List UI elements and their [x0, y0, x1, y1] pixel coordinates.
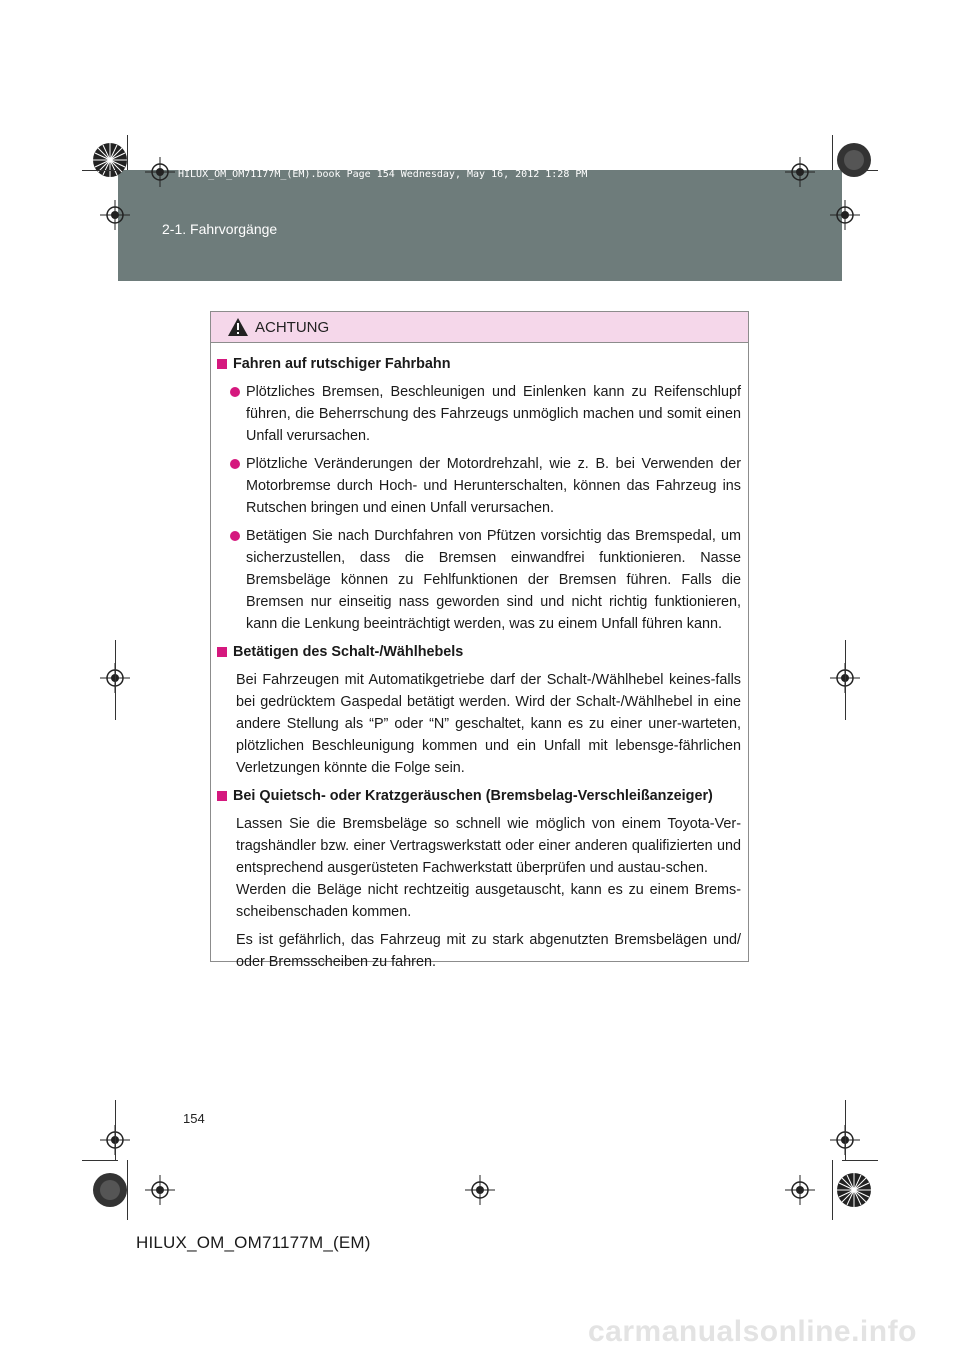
- crop-line: [115, 1100, 116, 1160]
- registration-mark-icon: [834, 140, 874, 180]
- square-bullet-icon: [217, 647, 227, 657]
- crop-line: [127, 1160, 128, 1220]
- page-number: 154: [183, 1111, 205, 1126]
- crosshair-icon: [830, 200, 860, 230]
- crop-line: [115, 640, 116, 720]
- crop-line: [127, 135, 128, 170]
- warning-header: [211, 312, 748, 343]
- warning-triangle-icon: [227, 317, 249, 342]
- crop-line: [832, 135, 833, 170]
- crop-line: [845, 1100, 846, 1160]
- bullet-item: Betätigen Sie nach Durchfahren von Pfützen vorsichtig das Bremspedal, um sicherzustellen, dass die Bremsen einwandfrei funktionieren. Nasse Bremsbeläge können zu Fehlfunktionen der Bremsen führen. Falls die Bremsen nur einseitig nass geworden sind und nicht richtig funktionieren, kann die Lenkung beeinträchtigt werden, was zu einem Unfall führen kann.: [230, 525, 741, 635]
- section-heading: Fahren auf rutschiger Fahrbahn: [217, 353, 741, 375]
- crosshair-icon: [785, 1175, 815, 1205]
- paragraph: Es ist gefährlich, das Fahrzeug mit zu stark abgenutzten Bremsbelägen und/ oder Bremsscheiben zu fahren.: [236, 932, 741, 970]
- warning-title: ACHTUNG: [255, 319, 330, 336]
- registration-mark-icon: [834, 1170, 874, 1210]
- crosshair-icon: [100, 200, 130, 230]
- warning-box: [210, 311, 749, 970]
- crop-line: [82, 1160, 118, 1161]
- crop-line: [82, 170, 118, 171]
- warning-body: [211, 343, 748, 973]
- crop-line: [842, 170, 878, 171]
- crop-line: [842, 1160, 878, 1161]
- crosshair-icon: [465, 1175, 495, 1205]
- registration-mark-icon: [90, 1170, 130, 1210]
- paragraph: Werden die Beläge nicht rechtzeitig ausgetauscht, kann es zu einem Brems-scheibenschaden kommen.: [236, 882, 741, 920]
- document-code: HILUX_OM_OM71177M_(EM): [136, 1233, 371, 1252]
- crosshair-icon: [145, 157, 175, 187]
- paragraph: Lassen Sie die Bremsbeläge so schnell wie möglich von einem Toyota-Ver-tragshändler bzw. einer Vertragswerkstatt oder einer anderen qualifizierten und entsprechend ausgerüsteten Fachwerkstatt überprüfen und austau-schen.: [236, 816, 741, 876]
- crop-line: [845, 640, 846, 720]
- watermark: carmanualsonline.info: [588, 1315, 917, 1348]
- crop-line: [832, 1160, 833, 1220]
- paragraph: Bei Fahrzeugen mit Automatikgetriebe darf der Schalt-/Wählhebel keines-falls bei gedrücktem Gaspedal betätigt werden. Wird der Schalt-/Wählhebel in eine andere Stellung als “P” oder “N” geschaltet, kann es zu einer uner-warteten, plötzlichen Beschleunigung kommen und ein Unfall mit lebensge-fährlichen Verletzungen könnte die Folge sein.: [236, 672, 741, 776]
- registration-mark-icon: [90, 140, 130, 180]
- section-label: 2-1. Fahrvorgänge: [162, 221, 278, 237]
- bullet-item: Plötzliche Veränderungen der Motordrehzahl, wie z. B. bei Verwenden der Motorbremse durch Hoch- und Herunterschalten, können das Fahrzeug ins Rutschen bringen und einen Unfall verursachen.: [230, 453, 741, 519]
- square-bullet-icon: [217, 359, 227, 369]
- book-meta-line: HILUX_OM_OM71177M_(EM).book Page 154 Wednesday, May 16, 2012 1:28 PM: [178, 169, 588, 180]
- round-bullet-icon: [230, 531, 240, 541]
- bullet-item: Plötzliches Bremsen, Beschleunigen und Einlenken kann zu Reifenschlupf führen, die Beherrschung des Fahrzeugs unmöglich machen und somit einen Unfall verursachen.: [230, 381, 741, 447]
- section-heading: Bei Quietsch- oder Kratzgeräuschen (Bremsbelag-Verschleißanzeiger): [217, 785, 741, 807]
- square-bullet-icon: [217, 791, 227, 801]
- round-bullet-icon: [230, 387, 240, 397]
- round-bullet-icon: [230, 459, 240, 469]
- crosshair-icon: [145, 1175, 175, 1205]
- crosshair-icon: [785, 157, 815, 187]
- section-heading: Betätigen des Schalt-/Wählhebels: [217, 641, 741, 663]
